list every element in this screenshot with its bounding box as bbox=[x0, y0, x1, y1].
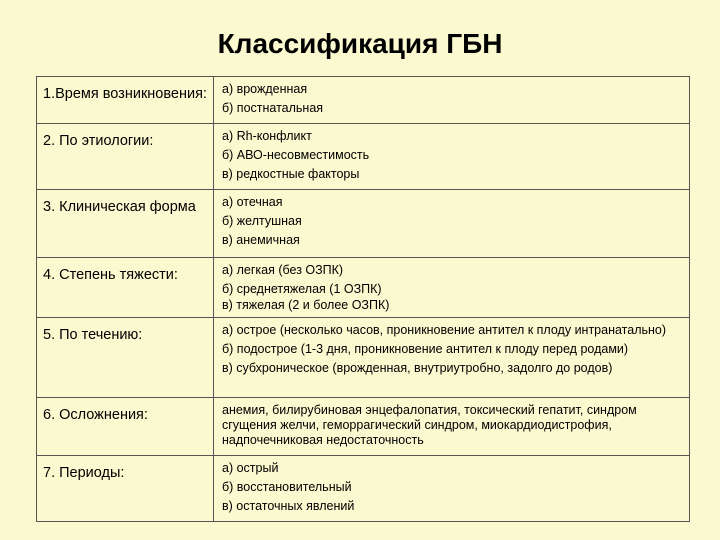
table-row bbox=[37, 124, 690, 190]
table-row bbox=[37, 398, 690, 456]
option-item: в) остаточных явлений bbox=[222, 499, 355, 513]
row-category: 5. По течению: bbox=[37, 318, 214, 398]
row-category: 3. Клиническая форма bbox=[37, 190, 214, 258]
row-category: 2. По этиологии: bbox=[37, 124, 214, 190]
option-item: б) среднетяжелая (1 ОЗПК) bbox=[222, 282, 382, 296]
table-row bbox=[37, 456, 690, 522]
row-category: 7. Периоды: bbox=[37, 456, 214, 522]
row-category: 1.Время возникновения: bbox=[37, 77, 214, 124]
option-item: а) острый bbox=[222, 461, 279, 475]
option-item: в) анемичная bbox=[222, 233, 300, 247]
option-item: б) восстановительный bbox=[222, 480, 352, 494]
table-row bbox=[37, 77, 690, 124]
option-item: б) подострое (1-3 дня, проникновение антител к плоду перед родами) bbox=[222, 342, 629, 356]
classification-table bbox=[36, 76, 690, 522]
page-title: Классификация ГБН bbox=[217, 28, 503, 59]
row-category: 6. Осложнения: bbox=[37, 398, 214, 456]
row-options bbox=[214, 258, 690, 318]
option-item: а) Rh-конфликт bbox=[222, 129, 312, 143]
option-item: а) отечная bbox=[222, 195, 283, 209]
option-item: в) субхроническое (врожденная, внутриутробно, задолго до родов) bbox=[222, 361, 613, 375]
row-options bbox=[214, 318, 690, 398]
option-item: б) желтушная bbox=[222, 214, 302, 228]
option-item: а) легкая (без ОЗПК) bbox=[222, 263, 344, 277]
option-item: б) постнатальная bbox=[222, 101, 324, 115]
option-item: а) острое (несколько часов, проникновение антител к плоду интранатально) bbox=[222, 323, 667, 337]
option-item: а) врожденная bbox=[222, 82, 308, 96]
option-item: в) тяжелая (2 и более ОЗПК) bbox=[222, 298, 390, 312]
row-options bbox=[214, 398, 690, 456]
row-options bbox=[214, 77, 690, 124]
row-options bbox=[214, 190, 690, 258]
option-item: б) АВО-несовместимость bbox=[222, 148, 370, 162]
option-item: анемия, билирубиновая энцефалопатия, токсический гепатит, синдром сгущения желчи, геморрагический синдром, миокардиодистрофия, надпочечниковая недостаточность bbox=[222, 403, 637, 447]
row-category: 4. Степень тяжести: bbox=[37, 258, 214, 318]
table-row bbox=[37, 318, 690, 398]
row-options bbox=[214, 456, 690, 522]
table-row bbox=[37, 190, 690, 258]
option-item: в) редкостные факторы bbox=[222, 167, 360, 181]
table-row bbox=[37, 258, 690, 318]
row-options bbox=[214, 124, 690, 190]
